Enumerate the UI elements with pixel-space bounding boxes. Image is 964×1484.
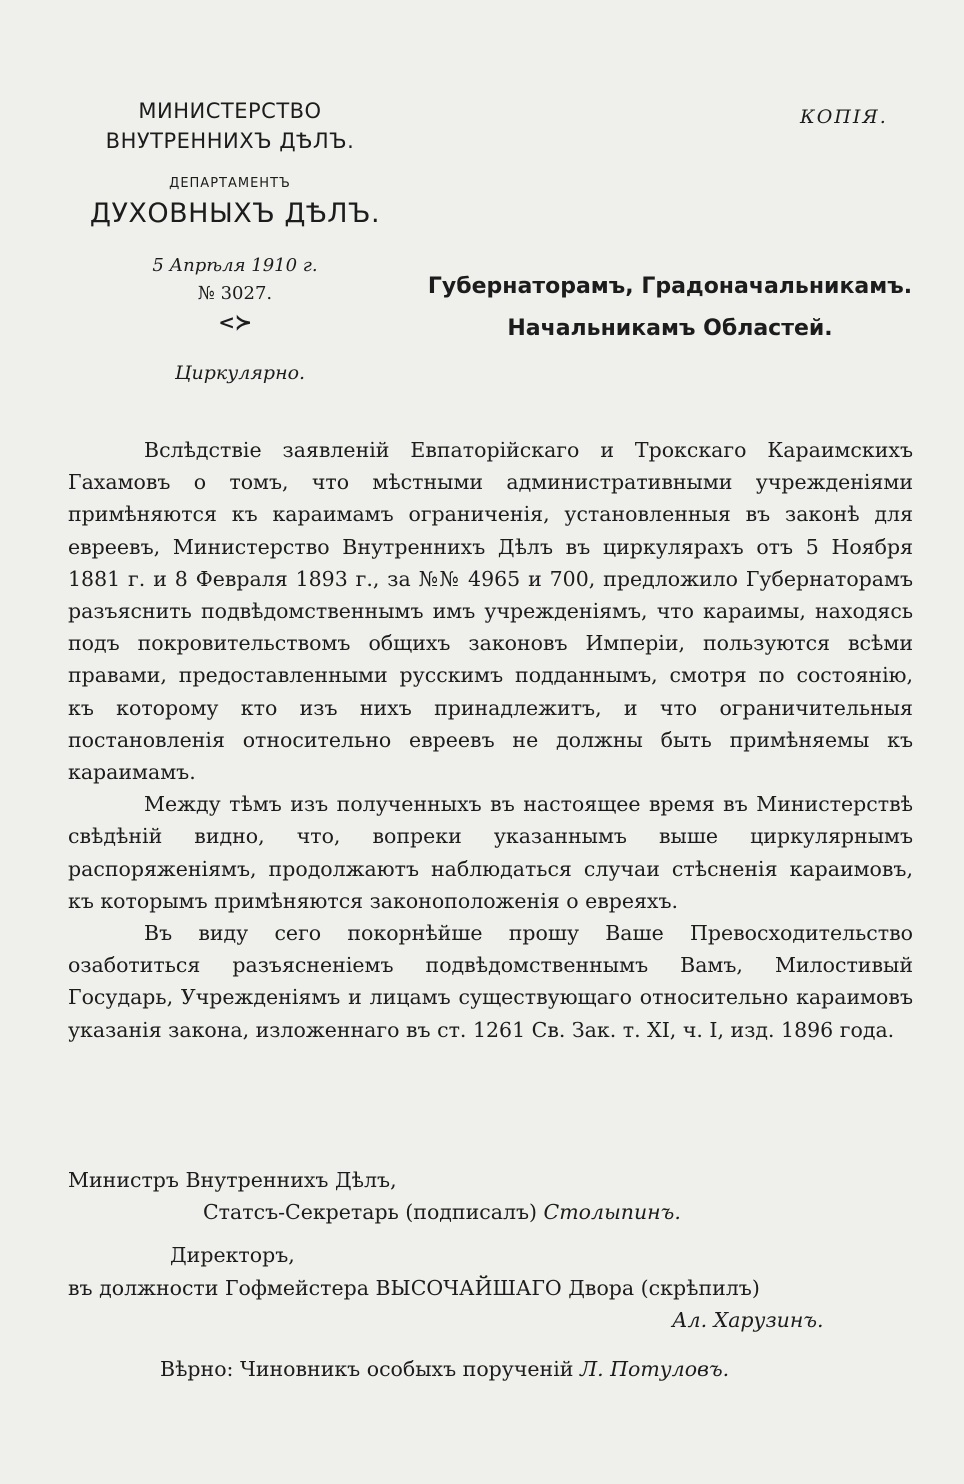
director-rank: въ должности Гофмейстера ВЫСОЧАЙШАГО Двора (скрѣпилъ) (68, 1276, 760, 1300)
document-date: 5 Апрѣля 1910 г. (152, 255, 318, 276)
minister-rank: Статсъ-Секретарь (подписалъ) (203, 1200, 538, 1224)
minister-signature-line (203, 1200, 681, 1224)
ministry-line2: ВНУТРЕННИХЪ ДѢЛЪ. (105, 129, 355, 153)
ministry-line1: МИНИСТЕРСТВО (138, 99, 322, 123)
ministry-heading (80, 96, 380, 156)
body-paragraph-1: Вслѣдствіе заявленій Евпаторійскаго и Трокскаго Караимскихъ Гахамовъ о томъ, что мѣстными административными учрежденіями примѣняются къ караимамъ ограниченія, установленныя въ законѣ для евреевъ, Министерство Внутреннихъ Дѣлъ въ циркулярахъ отъ 5 Ноября 1881 г. и 8 Февраля 1893 г., за №№ 4965 и 700, предложило Губернаторамъ разъяснить подвѣдомственнымъ имъ учрежденіямъ, что караимы, находясь подъ покровительствомъ общихъ законовъ Имперіи, пользуются всѣми правами, предоставленными русскимъ подданнымъ, смотря по состоянію, къ которому кто изъ нихъ принадлежитъ, и что ограничительныя постановленія относительно евреевъ не должны быть примѣняемы къ караимамъ. (68, 438, 913, 785)
addressees-line2: Начальникамъ Областей. (507, 316, 833, 341)
minister-name: Столыпинъ. (543, 1200, 681, 1224)
minister-title: Министръ Внутреннихъ Дѣлъ, (68, 1168, 397, 1192)
director-title: Директоръ, (170, 1243, 295, 1267)
verified-label: Вѣрно: Чиновникъ особыхъ порученій (160, 1357, 574, 1381)
copy-mark: КОПІЯ. (800, 106, 888, 128)
circular-mark: Циркулярно. (174, 362, 306, 384)
department-label: ДЕПАРТАМЕНТЪ (169, 176, 291, 191)
letter-body (68, 434, 913, 1046)
addressees-line1: Губернаторамъ, Градоначальникамъ. (427, 274, 913, 299)
verified-name: Л. Потуловъ. (579, 1357, 730, 1381)
director-name: Ал. Харузинъ. (672, 1308, 824, 1332)
verification-line (160, 1357, 729, 1381)
department-name: ДУХОВНЫХЪ ДѢЛЪ. (89, 198, 381, 229)
body-paragraph-2: Между тѣмъ изъ полученныхъ въ настоящее время въ Министерствѣ свѣдѣній видно, что, вопреки указаннымъ выше циркулярнымъ распоряженіямъ, продолжаютъ наблюдаться случаи стѣсненія караимовъ, къ которымъ примѣняются законоположенія о евреяхъ. (68, 792, 913, 913)
ornament-icon: <≻ (218, 310, 252, 334)
body-paragraph-3: Въ виду сего покорнѣйше прошу Ваше Превосходительство озаботиться разъясненіемъ подвѣдомственнымъ Вамъ, Милостивый Государь, Учрежденіямъ и лицамъ существующаго относительно караимовъ указанія закона, изложеннаго въ ст. 1261 Св. Зак. т. XI, ч. I, изд. 1896 года. (68, 921, 913, 1042)
document-number: № 3027. (197, 283, 273, 304)
